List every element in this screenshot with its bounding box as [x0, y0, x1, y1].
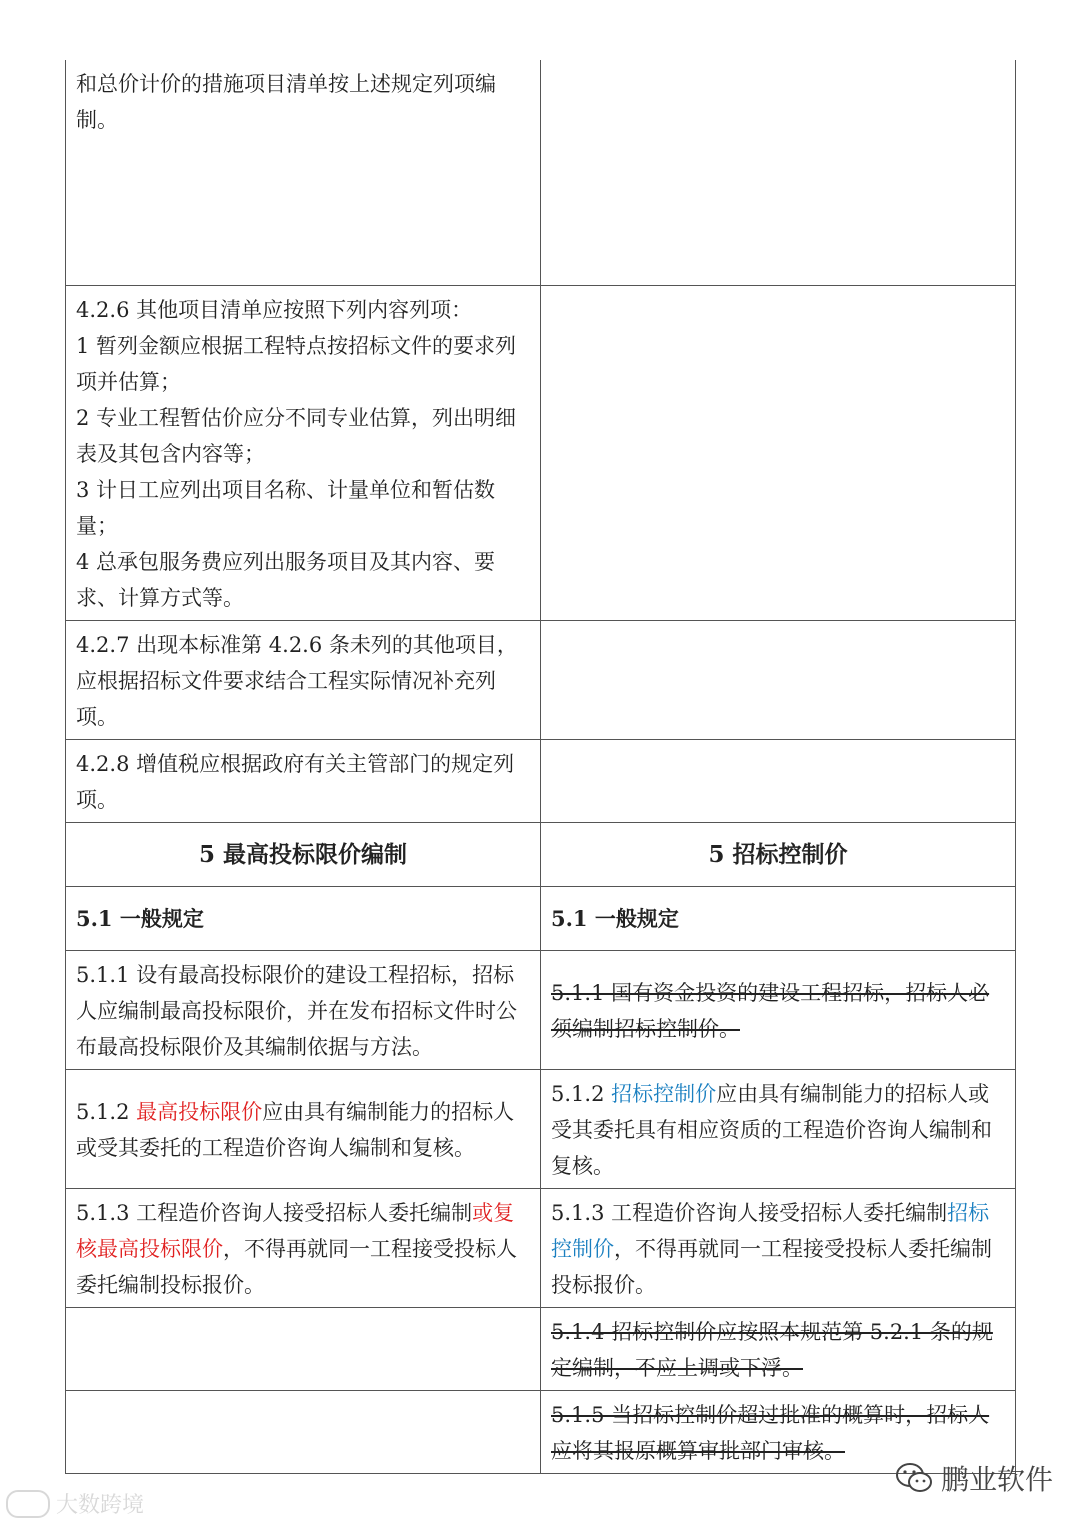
table-row — [66, 886, 1016, 950]
cell-right-empty — [541, 739, 1016, 822]
highlighted-term: 最高投标限价 — [136, 1099, 263, 1124]
table-row — [66, 739, 1016, 822]
table-row — [66, 950, 1016, 1069]
watermark-right — [895, 1458, 1053, 1498]
cell-left: 和总价计价的措施项目清单按上述规定列项编制。 — [66, 60, 541, 285]
cell-right-empty — [541, 620, 1016, 739]
table-row — [66, 1390, 1016, 1473]
clause-text: ，不得再就同一工程接受投标人委托编制投标报价。 — [76, 1236, 517, 1297]
section-heading-right: 5 招标控制价 — [541, 822, 1016, 886]
table-row — [66, 620, 1016, 739]
watermark-left-text: 大数跨境 — [56, 1493, 145, 1518]
clause-prefix: 5.1.2 — [551, 1081, 612, 1106]
table-row — [66, 1188, 1016, 1307]
watermark-logo-icon — [6, 1490, 50, 1518]
watermark-right-text: 鹏业软件 — [941, 1463, 1054, 1496]
table-row — [66, 60, 1016, 285]
deleted-clause: 5.1.1 国有资金投资的建设工程招标，招标人必须编制招标控制价。 — [541, 950, 1016, 1069]
clause-item: 1 暂列金额应根据工程特点按招标文件的要求列项并估算； — [76, 333, 517, 394]
cell-left-empty — [66, 1390, 541, 1473]
table-row — [66, 1069, 1016, 1188]
cell-left — [66, 1069, 541, 1188]
cell-left: 4.2.8 增值税应根据政府有关主管部门的规定列项。 — [66, 739, 541, 822]
clause-title: 4.2.6 其他项目清单应按照下列内容列项： — [76, 297, 473, 322]
highlighted-term: 招标控制价 — [611, 1081, 717, 1106]
clause-text: 应由具有编制能力的招标人或受其委托的工程造价咨询人编制和复核。 — [76, 1099, 515, 1160]
clause-item: 2 专业工程暂估价应分不同专业估算，列出明细表及其包含内容等； — [76, 405, 517, 466]
clause-text: 应由具有编制能力的招标人或受其委托具有相应资质的工程造价咨询人编制和复核。 — [551, 1081, 992, 1178]
table-row — [66, 822, 1016, 886]
cell-left-empty — [66, 1307, 541, 1390]
deleted-clause: 5.1.4 招标控制价应按照本规范第 5.2.1 条的规定编制，不应上调或下浮。 — [541, 1307, 1016, 1390]
clause-item: 3 计日工应列出项目名称、计量单位和暂估数量； — [76, 477, 496, 538]
clause-prefix: 5.1.2 — [76, 1099, 137, 1124]
cell-left — [66, 285, 541, 620]
cell-right — [541, 1188, 1016, 1307]
highlighted-term: 或复核最高投标限价 — [76, 1200, 515, 1261]
table-row — [66, 285, 1016, 620]
deleted-clause: 5.1.5 当招标控制价超过批准的概算时，招标人应将其报原概算审批部门审核。 — [541, 1390, 1016, 1473]
wechat-icon — [895, 1462, 933, 1494]
cell-right-empty — [541, 60, 1016, 285]
table-row — [66, 1307, 1016, 1390]
cell-right-empty — [541, 285, 1016, 620]
watermark-left — [6, 1488, 144, 1519]
cell-left — [66, 1188, 541, 1307]
clause-item: 4 总承包服务费应列出服务项目及其内容、要求、计算方式等。 — [76, 549, 496, 610]
cell-right — [541, 1069, 1016, 1188]
clause-text: ，不得再就同一工程接受投标人委托编制投标报价。 — [551, 1236, 992, 1297]
subsection-heading-right: 5.1 一般规定 — [541, 886, 1016, 950]
clause-prefix: 5.1.3 工程造价咨询人接受招标人委托编制 — [551, 1200, 948, 1225]
comparison-table — [65, 60, 1016, 1474]
clause-prefix: 5.1.3 工程造价咨询人接受招标人委托编制 — [76, 1200, 473, 1225]
subsection-heading-left: 5.1 一般规定 — [66, 886, 541, 950]
highlighted-term: 招标控制价 — [551, 1200, 990, 1261]
cell-left: 4.2.7 出现本标准第 4.2.6 条未列的其他项目，应根据招标文件要求结合工程实际情况补充列项。 — [66, 620, 541, 739]
section-heading-left: 5 最高投标限价编制 — [66, 822, 541, 886]
cell-left: 5.1.1 设有最高投标限价的建设工程招标，招标人应编制最高投标限价，并在发布招标文件时公布最高投标限价及其编制依据与方法。 — [66, 950, 541, 1069]
